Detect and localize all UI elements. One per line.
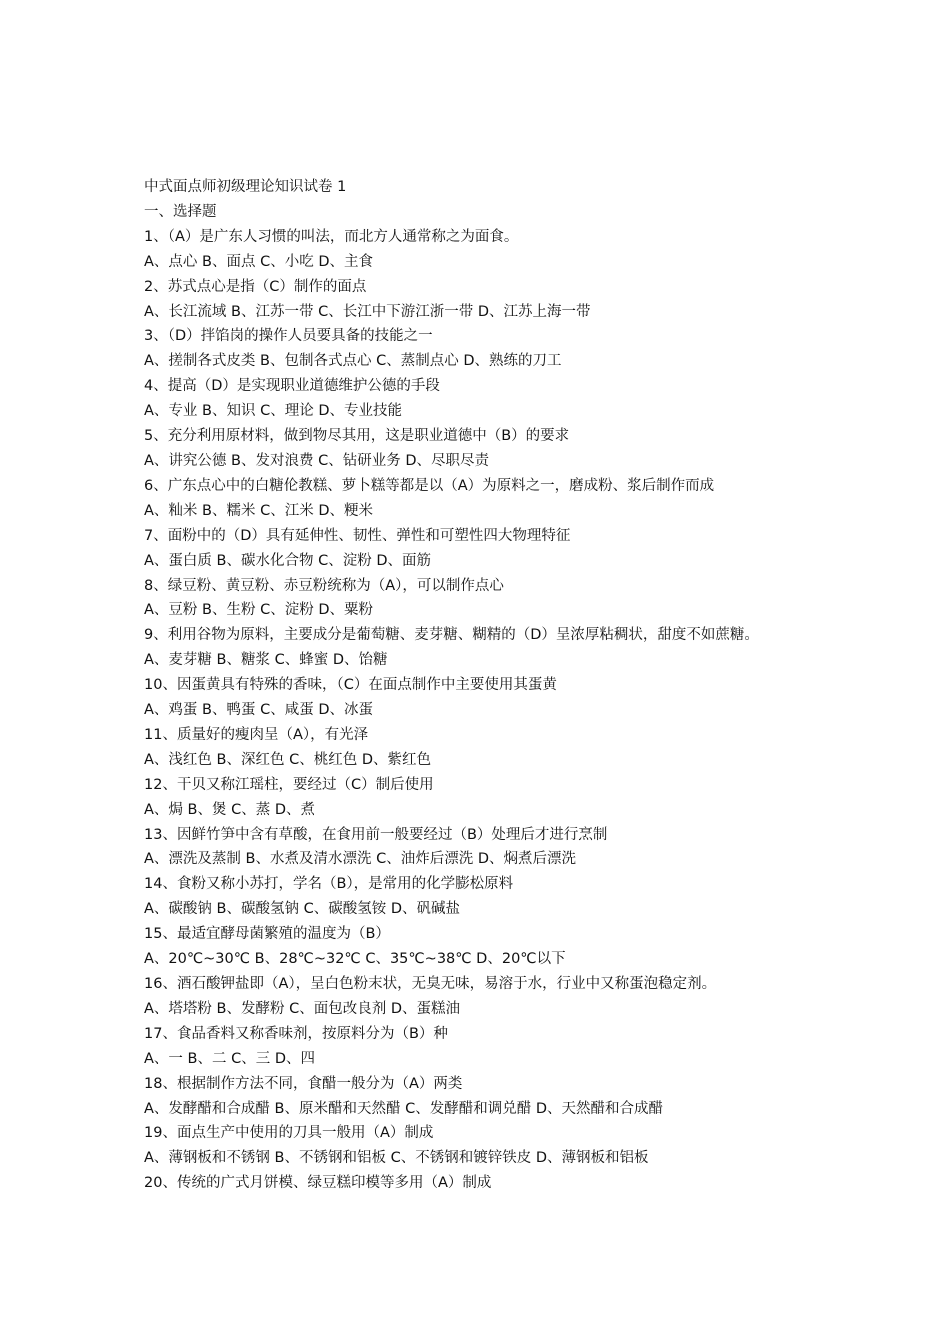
question-options: A、麦芽糖 B、糖浆 C、蜂蜜 D、饴糖 [144,652,388,669]
document-page [144,175,824,1196]
question-text: 2、苏式点心是指（C）制作的面点 [144,278,367,295]
question-text: 1、（A）是广东人习惯的叫法，而北方人通常称之为面食。 [144,228,519,245]
question-options: A、籼米 B、糯米 C、江米 D、粳米 [144,502,373,519]
question-options: A、蛋白质 B、碳水化合物 C、淀粉 D、面筋 [144,552,431,569]
document-title: 中式面点师初级理论知识试卷 1 [144,179,347,195]
question-options: A、点心 B、面点 C、小吃 D、主食 [144,253,373,270]
question-options: A、豆粉 B、生粉 C、淀粉 D、粟粉 [144,602,373,619]
question-text: 12、干贝又称江瑶柱，要经过（C）制后使用 [144,776,434,793]
question-options: A、焗 B、煲 C、蒸 D、煮 [144,801,315,818]
question-text: 6、广东点心中的白糖伦教糕、萝卜糕等都是以（A）为原料之一，磨成粉、浆后制作而成 [144,477,715,494]
question-text: 7、面粉中的（D）具有延伸性、韧性、弹性和可塑性四大物理特征 [144,527,571,544]
question-options: A、20℃~30℃ B、28℃~32℃ C、35℃~38℃ D、20℃以下 [144,951,566,968]
section-heading: 一、选择题 [144,203,217,220]
question-options: A、漂洗及蒸制 B、水煮及清水漂洗 C、油炸后漂洗 D、焖煮后漂洗 [144,851,576,868]
question-options: A、碳酸钠 B、碳酸氢钠 C、碳酸氢铵 D、矾碱盐 [144,901,460,918]
question-options: A、薄钢板和不锈钢 B、不锈钢和铝板 C、不锈钢和镀锌铁皮 D、薄钢板和铝板 [144,1150,649,1167]
question-text: 4、提高（D）是实现职业道德维护公德的手段 [144,378,440,395]
question-text: 10、因蛋黄具有特殊的香味，（C）在面点制作中主要使用其蛋黄 [144,677,557,694]
question-text: 3、（D）拌馅岗的操作人员要具备的技能之一 [144,328,433,345]
question-list [144,225,824,1196]
question-options: A、一 B、二 C、三 D、四 [144,1050,315,1067]
question-text: 9、利用谷物为原料，主要成分是葡萄糖、麦芽糖、糊精的（D）呈浓厚粘稠状，甜度不如蔗糖。 [144,627,759,644]
question-options: A、浅红色 B、深红色 C、桃红色 D、紫红色 [144,751,431,768]
question-text: 20、传统的广式月饼模、绿豆糕印模等多用（A）制成 [144,1175,492,1192]
question-text: 14、食粉又称小苏打，学名（B），是常用的化学膨松原料 [144,876,514,893]
question-options: A、专业 B、知识 C、理论 D、专业技能 [144,403,402,420]
question-options: A、发酵醋和合成醋 B、原米醋和天然醋 C、发酵醋和调兑醋 D、天然醋和合成醋 [144,1100,663,1117]
question-text: 16、酒石酸钾盐即（A），呈白色粉末状，无臭无味，易溶于水，行业中又称蛋泡稳定剂。 [144,976,717,992]
question-options: A、塔塔粉 B、发酵粉 C、面包改良剂 D、蛋糕油 [144,1000,460,1017]
question-text: 13、因鲜竹笋中含有草酸，在食用前一般要经过（B）处理后才进行烹制 [144,826,608,843]
question-options: A、鸡蛋 B、鸭蛋 C、咸蛋 D、冰蛋 [144,702,373,719]
question-text: 15、最适宜酵母菌繁殖的温度为（B） [144,926,390,943]
question-options: A、长江流域 B、江苏一带 C、长江中下游江浙一带 D、江苏上海一带 [144,303,591,320]
question-text: 19、面点生产中使用的刀具一般用（A）制成 [144,1125,434,1142]
question-text: 18、根据制作方法不同，食醋一般分为（A）两类 [144,1075,463,1092]
question-options: A、搓制各式皮类 B、包制各式点心 C、蒸制点心 D、熟练的刀工 [144,353,562,370]
question-options: A、讲究公德 B、发对浪费 C、钻研业务 D、尽职尽责 [144,452,489,469]
question-text: 5、充分利用原材料，做到物尽其用，这是职业道德中（B）的要求 [144,428,570,445]
question-text: 11、质量好的瘦肉呈（A），有光泽 [144,726,369,743]
question-text: 8、绿豆粉、黄豆粉、赤豆粉统称为（A），可以制作点心 [144,577,504,594]
question-text: 17、食品香料又称香味剂，按原料分为（B）种 [144,1025,448,1042]
